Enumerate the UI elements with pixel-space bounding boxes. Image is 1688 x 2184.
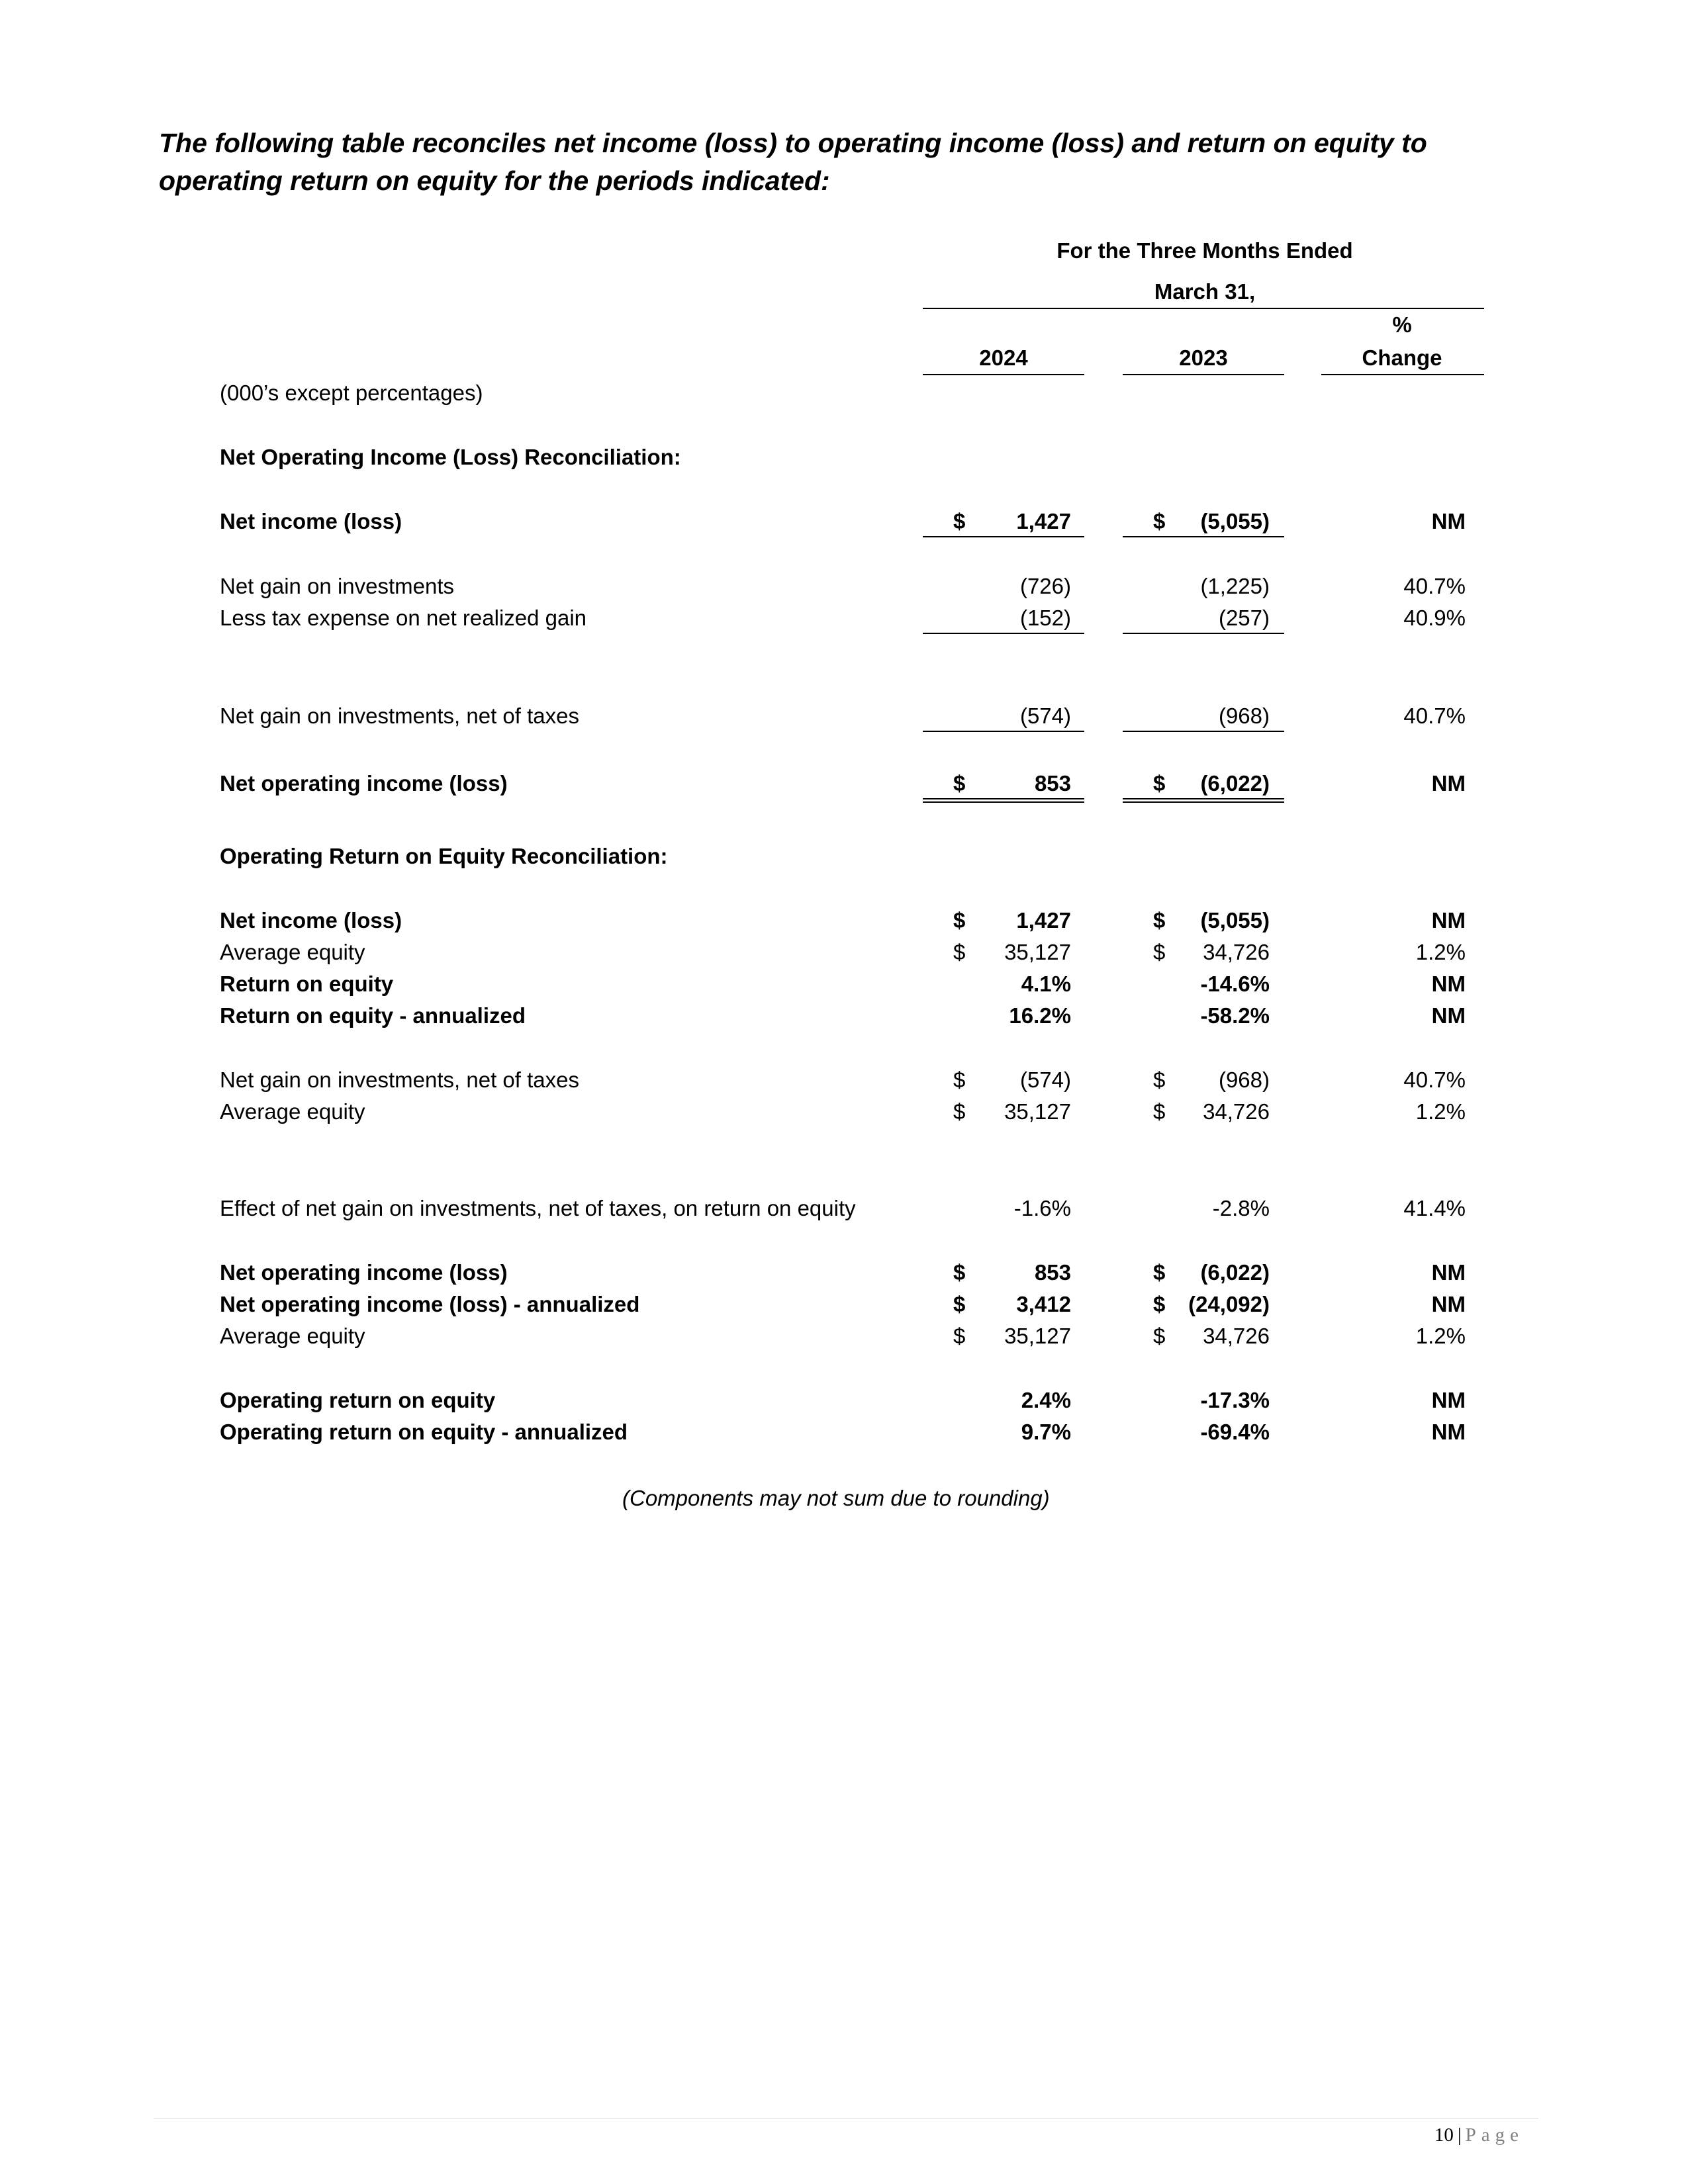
currency-symbol: $ (1153, 1292, 1166, 1316)
value-change: NM (1431, 1388, 1466, 1412)
value-change: 40.7% (1403, 1068, 1466, 1092)
row-label: Operating return on equity - annualized (220, 1420, 628, 1444)
currency-symbol: $ (1153, 1260, 1166, 1285)
value-change: 40.7% (1403, 574, 1466, 598)
section-title-operating-roe: Operating Return on Equity Reconciliation: (220, 844, 668, 868)
value-2024: 3,412 (1016, 1292, 1071, 1316)
period-header-rule (923, 308, 1484, 309)
table-row (0, 968, 1688, 1000)
value-change: NM (1431, 509, 1466, 533)
table-row (0, 700, 1688, 732)
table-row (0, 1416, 1688, 1448)
footer-separator: | (1457, 2124, 1462, 2146)
row-rule (1123, 633, 1284, 634)
value-2023: 34,726 (1203, 940, 1270, 964)
value-change: NM (1431, 1420, 1466, 1444)
row-double-rule (1123, 798, 1284, 803)
value-2024: (152) (1019, 606, 1071, 630)
value-2023: (6,022) (1200, 771, 1270, 796)
row-rule (923, 536, 1084, 537)
col-change-line1: % (1392, 312, 1412, 337)
row-label: Operating return on equity (220, 1388, 496, 1412)
table-row (0, 1064, 1688, 1096)
row-rule (923, 633, 1084, 634)
value-2024: 1,427 (1016, 509, 1071, 533)
row-label: Return on equity (220, 972, 394, 996)
value-2023: -14.6% (1200, 972, 1270, 996)
units-note: (000’s except percentages) (220, 381, 483, 405)
value-2023: (968) (1218, 704, 1270, 728)
row-label: Average equity (220, 1099, 365, 1124)
value-2023: -2.8% (1212, 1196, 1270, 1220)
table-row (0, 768, 1688, 799)
value-change: NM (1431, 1292, 1466, 1316)
value-2024: 4.1% (1021, 972, 1071, 996)
value-2023: 34,726 (1203, 1324, 1270, 1348)
value-2024: 853 (1034, 771, 1071, 796)
row-label: Average equity (220, 1324, 365, 1348)
value-2024: 853 (1034, 1260, 1071, 1285)
currency-symbol: $ (953, 509, 966, 533)
row-label: Net operating income (loss) (220, 771, 508, 796)
currency-symbol: $ (953, 908, 966, 933)
col-2024-rule (923, 374, 1084, 375)
col-2024-header: 2024 (979, 345, 1028, 370)
row-label: Net gain on investments (220, 574, 455, 598)
value-2024: 16.2% (1009, 1003, 1071, 1028)
page-number: 10 (1434, 2124, 1454, 2146)
currency-symbol: $ (953, 1068, 966, 1092)
value-change: NM (1431, 908, 1466, 933)
currency-symbol: $ (953, 1292, 966, 1316)
value-change: 1.2% (1415, 940, 1466, 964)
table-row (0, 1320, 1688, 1352)
col-change-line2: Change (1362, 345, 1442, 370)
currency-symbol: $ (1153, 940, 1166, 964)
value-2024: (574) (1019, 1068, 1071, 1092)
col-change-rule (1321, 374, 1484, 375)
value-change: 41.4% (1403, 1196, 1466, 1220)
table-row (0, 1257, 1688, 1289)
value-2024: (726) (1019, 574, 1071, 598)
value-change: NM (1431, 1260, 1466, 1285)
value-2023: (5,055) (1200, 509, 1270, 533)
currency-symbol: $ (953, 1260, 966, 1285)
row-label: Net gain on investments, net of taxes (220, 1068, 579, 1092)
row-double-rule (923, 798, 1084, 803)
value-2023: (6,022) (1200, 1260, 1270, 1285)
value-2024: 2.4% (1021, 1388, 1071, 1412)
table-row (0, 602, 1688, 634)
value-2024: 35,127 (1004, 1324, 1071, 1348)
row-label: Net income (loss) (220, 908, 402, 933)
value-change: NM (1431, 1003, 1466, 1028)
value-2023: -17.3% (1200, 1388, 1270, 1412)
value-change: 40.9% (1403, 606, 1466, 630)
row-label: Net operating income (loss) (220, 1260, 508, 1285)
currency-symbol: $ (1153, 1099, 1166, 1124)
value-change: 1.2% (1415, 1324, 1466, 1348)
value-change: 40.7% (1403, 704, 1466, 728)
currency-symbol: $ (1153, 1068, 1166, 1092)
value-change: 1.2% (1415, 1099, 1466, 1124)
table-row (0, 936, 1688, 968)
row-label: Net income (loss) (220, 509, 402, 533)
value-2023: (24,092) (1188, 1292, 1270, 1316)
currency-symbol: $ (1153, 1324, 1166, 1348)
value-2023: -69.4% (1200, 1420, 1270, 1444)
row-label: Less tax expense on net realized gain (220, 606, 587, 630)
row-label: Return on equity - annualized (220, 1003, 526, 1028)
table-row (0, 1193, 1688, 1224)
value-2024: (574) (1019, 704, 1071, 728)
page-heading: The following table reconciles net income (loss) to operating income (loss) and return on equity to operating return on equity for the periods indicated: (159, 128, 1427, 196)
row-rule (1123, 536, 1284, 537)
table-row (0, 1289, 1688, 1320)
currency-symbol: $ (1153, 908, 1166, 933)
value-2024: 35,127 (1004, 1099, 1071, 1124)
value-change: NM (1431, 972, 1466, 996)
page-word: Page (1465, 2124, 1524, 2146)
currency-symbol: $ (953, 1099, 966, 1124)
table-row (0, 1096, 1688, 1128)
row-label: Net operating income (loss) - annualized (220, 1292, 640, 1316)
row-label: Net gain on investments, net of taxes (220, 704, 579, 728)
value-2024: 1,427 (1016, 908, 1071, 933)
value-2023: -58.2% (1200, 1003, 1270, 1028)
period-header-line2: March 31, (1154, 279, 1256, 304)
value-change: NM (1431, 771, 1466, 796)
col-2023-header: 2023 (1179, 345, 1228, 370)
rounding-footnote: (Components may not sum due to rounding) (622, 1486, 1050, 1510)
table-row (0, 1000, 1688, 1032)
value-2023: (257) (1218, 606, 1270, 630)
value-2023: (968) (1218, 1068, 1270, 1092)
currency-symbol: $ (953, 771, 966, 796)
table-row (0, 1385, 1688, 1416)
currency-symbol: $ (953, 1324, 966, 1348)
row-label: Average equity (220, 940, 365, 964)
row-label: Effect of net gain on investments, net of taxes, on return on equity (220, 1196, 856, 1220)
value-2023: (5,055) (1200, 908, 1270, 933)
value-2023: 34,726 (1203, 1099, 1270, 1124)
value-2024: 9.7% (1021, 1420, 1071, 1444)
period-header-line1: For the Three Months Ended (1056, 238, 1353, 263)
currency-symbol: $ (953, 940, 966, 964)
row-rule (1123, 731, 1284, 732)
table-row (0, 905, 1688, 936)
table-row (0, 570, 1688, 602)
value-2023: (1,225) (1200, 574, 1270, 598)
col-2023-rule (1123, 374, 1284, 375)
value-2024: -1.6% (1013, 1196, 1071, 1220)
table-row (0, 506, 1688, 537)
currency-symbol: $ (1153, 771, 1166, 796)
page-footer (1434, 2124, 1524, 2146)
value-2024: 35,127 (1004, 940, 1071, 964)
currency-symbol: $ (1153, 509, 1166, 533)
section-title-net-operating-income: Net Operating Income (Loss) Reconciliation: (220, 445, 681, 469)
row-rule (923, 731, 1084, 732)
